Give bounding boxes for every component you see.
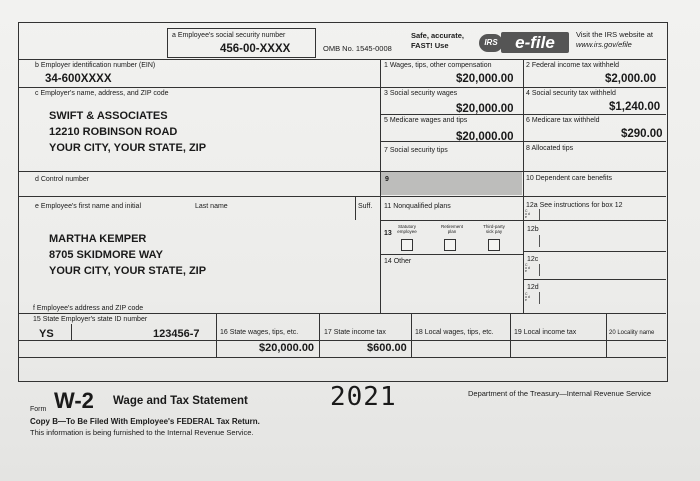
omb-number: OMB No. 1545-0008 [323, 44, 392, 53]
grid-line [216, 313, 217, 357]
state-value: YS [39, 328, 54, 340]
irs-efile-url: www.irs.gov/efile [576, 40, 632, 49]
grid-line [380, 59, 381, 171]
suff-label: Suff. [358, 203, 373, 210]
box12c-code: C o d e [525, 263, 530, 273]
employee-name: MARTHA KEMPER [49, 233, 147, 245]
grid-line [19, 357, 666, 358]
irs-logo: IRS [479, 34, 503, 52]
employee-city: YOUR CITY, YOUR STATE, ZIP [49, 265, 207, 277]
box3-value: $20,000.00 [456, 103, 514, 115]
statutory-employee-checkbox[interactable] [401, 239, 413, 251]
box19-label: 19 Local income tax [514, 329, 577, 336]
ein-label: b Employer identification number (EIN) [35, 62, 156, 69]
grid-line [19, 87, 380, 88]
box2-value: $2,000.00 [605, 73, 657, 85]
last-name-label: Last name [195, 203, 228, 210]
employee-street: 8705 SKIDMORE WAY [49, 249, 163, 261]
retirement-plan-label: Retirement plan [440, 224, 463, 234]
box14-label: 14 Other [384, 258, 412, 265]
retirement-plan-checkbox[interactable] [444, 239, 456, 251]
box4-value: $1,240.00 [609, 101, 661, 113]
third-party-sick-pay-checkbox[interactable] [488, 239, 500, 251]
treasury-department: Department of the Treasury—Internal Revenue Service [468, 389, 652, 398]
box4-label: 4 Social security tax withheld [526, 90, 616, 97]
efile-logo: e-file [501, 32, 569, 53]
box7-label: 7 Social security tips [384, 147, 448, 154]
grid-line [523, 279, 666, 280]
employer-name: SWIFT & ASSOCIATES [49, 110, 168, 122]
grid-line [19, 313, 666, 314]
grid-line [319, 313, 320, 357]
grid-line [380, 141, 666, 142]
state-id-value: 123456-7 [153, 328, 200, 340]
grid-line [19, 340, 666, 341]
box16-value: $20,000.00 [259, 342, 315, 354]
box12d-code: C o d e [525, 292, 530, 302]
code-divider [539, 235, 540, 247]
statutory-employee-label: Statutory employee [397, 224, 417, 234]
box5-value: $20,000.00 [456, 131, 514, 143]
grid-line [606, 313, 607, 357]
w2-form [18, 22, 668, 382]
box9-shaded [381, 172, 522, 195]
grid-line [380, 254, 523, 255]
employee-name-label: e Employee's first name and initial [35, 203, 141, 210]
box8-label: 8 Allocated tips [526, 145, 574, 152]
grid-line [380, 220, 666, 221]
grid-line [523, 59, 524, 313]
form-word: Form [30, 406, 47, 413]
wage-tax-statement-title: Wage and Tax Statement [113, 395, 248, 407]
employee-address-label: f Employee's address and ZIP code [33, 305, 144, 312]
box6-value: $290.00 [621, 128, 663, 140]
safe-text-2: FAST! Use [411, 41, 449, 50]
box9-label: 9 [385, 176, 389, 183]
box12d-label: 12d [527, 284, 539, 291]
box-a-ssn [167, 28, 316, 58]
code-divider [539, 292, 540, 304]
box13-label: 13 [384, 230, 392, 237]
box3-label: 3 Social security wages [384, 90, 458, 97]
box12b-label: 12b [527, 226, 539, 233]
grid-line [411, 313, 412, 357]
code-divider [539, 264, 540, 276]
ssn-label: a Employee's social security number [172, 32, 286, 39]
employer-label: c Employer's name, address, and ZIP code [35, 90, 169, 97]
w2-title: W-2 [54, 388, 94, 413]
grid-line [380, 114, 666, 115]
employer-city: YOUR CITY, YOUR STATE, ZIP [49, 142, 207, 154]
box17-label: 17 State income tax [324, 329, 386, 336]
furnished-notice: This information is being furnished to the Internal Revenue Service. [30, 428, 254, 437]
safe-text-1: Safe, accurate, [411, 31, 464, 40]
box1-label: 1 Wages, tips, other compensation [384, 62, 492, 69]
tax-year: 2021 [330, 382, 397, 412]
ssn-value: 456-00-XXXX [220, 43, 291, 55]
grid-line [510, 313, 511, 357]
box15-label: 15 State Employer's state ID number [33, 316, 148, 323]
grid-line [71, 324, 72, 340]
ein-value: 34-600XXXX [45, 73, 112, 85]
box1-value: $20,000.00 [456, 73, 514, 85]
box10-label: 10 Dependent care benefits [526, 175, 613, 182]
grid-line [523, 251, 666, 252]
grid-line [380, 87, 666, 88]
box6-label: 6 Medicare tax withheld [526, 117, 600, 124]
box12a-label: 12a See instructions for box 12 [526, 202, 623, 209]
third-party-sick-pay-label: Third-party sick pay [483, 224, 505, 234]
box17-value: $600.00 [367, 342, 407, 354]
employer-street: 12210 ROBINSON ROAD [49, 126, 178, 138]
copy-b-notice: Copy B—To Be Filed With Employee's FEDERAL Tax Return. [30, 417, 260, 426]
visit-irs-text: Visit the IRS website at [576, 30, 653, 39]
box12a-code: C o d e [525, 209, 530, 219]
box20-label: 20 Locality name [609, 330, 655, 336]
box16-label: 16 State wages, tips, etc. [220, 329, 299, 336]
box2-label: 2 Federal income tax withheld [526, 62, 619, 69]
box18-label: 18 Local wages, tips, etc. [415, 329, 494, 336]
control-number-label: d Control number [35, 176, 90, 183]
grid-line [19, 59, 666, 60]
box11-label: 11 Nonqualified plans [384, 203, 451, 210]
grid-line [19, 171, 666, 172]
box5-label: 5 Medicare wages and tips [384, 117, 468, 124]
grid-line [355, 196, 356, 220]
box12c-label: 12c [527, 256, 539, 263]
grid-line [19, 196, 666, 197]
